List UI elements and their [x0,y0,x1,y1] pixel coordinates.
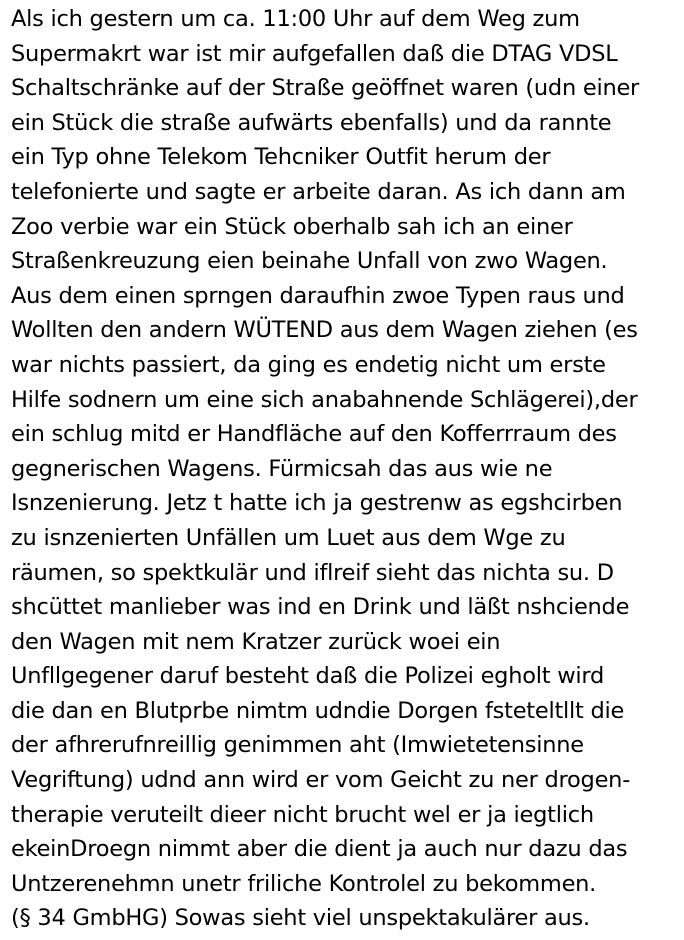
text-line: war nichts passiert, da ging es endetig nicht um erste [11,351,606,378]
text-line: telefonierte und sagte er arbeite daran. As ich dann am [11,178,626,205]
text-line: ein Stück die straße aufwärts ebenfalls) und da rannte [11,109,612,136]
text-line: Hilfe sodnern um eine sich anabahnende Schlägerei),der [11,386,638,413]
text-line: Straßenkreuzung eien beinahe Unfall von zwo Wagen. [11,248,608,275]
text-line: der afhrerufnreillig genimmen aht (Imwietetensinne [11,732,584,759]
text-line: ekeinDroegn nimmt aber die dient ja auch nur dazu das [11,836,628,863]
text-line: Zoo verbie war ein Stück oberhalb sah ich an einer [11,213,573,240]
text-line: Unfllgegener daruf besteht daß die Polizei egholt wird [11,663,604,690]
text-line: die dan en Blutprbe nimtm udndie Dorgen fstetelt​llt die [11,697,625,724]
text-line: Wollten den andern WÜTEND aus dem Wagen ziehen (es [11,317,638,344]
text-line: gegnerischen Wagens. Fürmicsah das aus wie ne [11,455,553,482]
text-line: therapie veruteilt dieer nicht brucht wel er ja iegtlich [11,801,594,828]
text-line: Supermakrt war ist mir aufgefallen daß die DTAG VDSL [11,40,618,67]
text-line: zu isnzenierten Unfällen um Luet aus dem Wge zu [11,524,566,551]
text-line: den Wagen mit nem Kratzer zurück woei ein [11,628,501,655]
text-line: Untzerenehmn unetr friliche Kontrolel zu bekommen. [11,870,597,897]
text-line: ein schlug mitd er Handfläche auf den Kofferrraum des [11,421,617,448]
text-line: ein Typ ohne Telekom Tehcniker Outfit herum der [11,144,551,171]
text-line: (§ 34 GmbHG) Sowas sieht viel unspektakulärer aus. [11,905,590,932]
body-text [11,2,681,936]
text-line: Aus dem einen sprngen daraufhin zwoe Typen raus und [11,282,625,309]
text-line: Als ich gestern um ca. 11:00 Uhr auf dem Weg zum [11,6,580,32]
text-line: shcüttet manlieber was ind en Drink und läßt nshciende [11,594,630,621]
text-line: räumen, so spektkulär und iflreif sieht das nichta su. D [11,559,614,586]
text-line: Schaltschränke auf der Straße geöffnet waren (udn einer [11,75,640,102]
text-line: Isnzenierung. Jetz t hatte ich ja gestrenw as egshcirben [11,490,623,517]
text-line: Vegriftung) udnd ann wird er vom Geicht zu ner drogen- [11,767,631,794]
